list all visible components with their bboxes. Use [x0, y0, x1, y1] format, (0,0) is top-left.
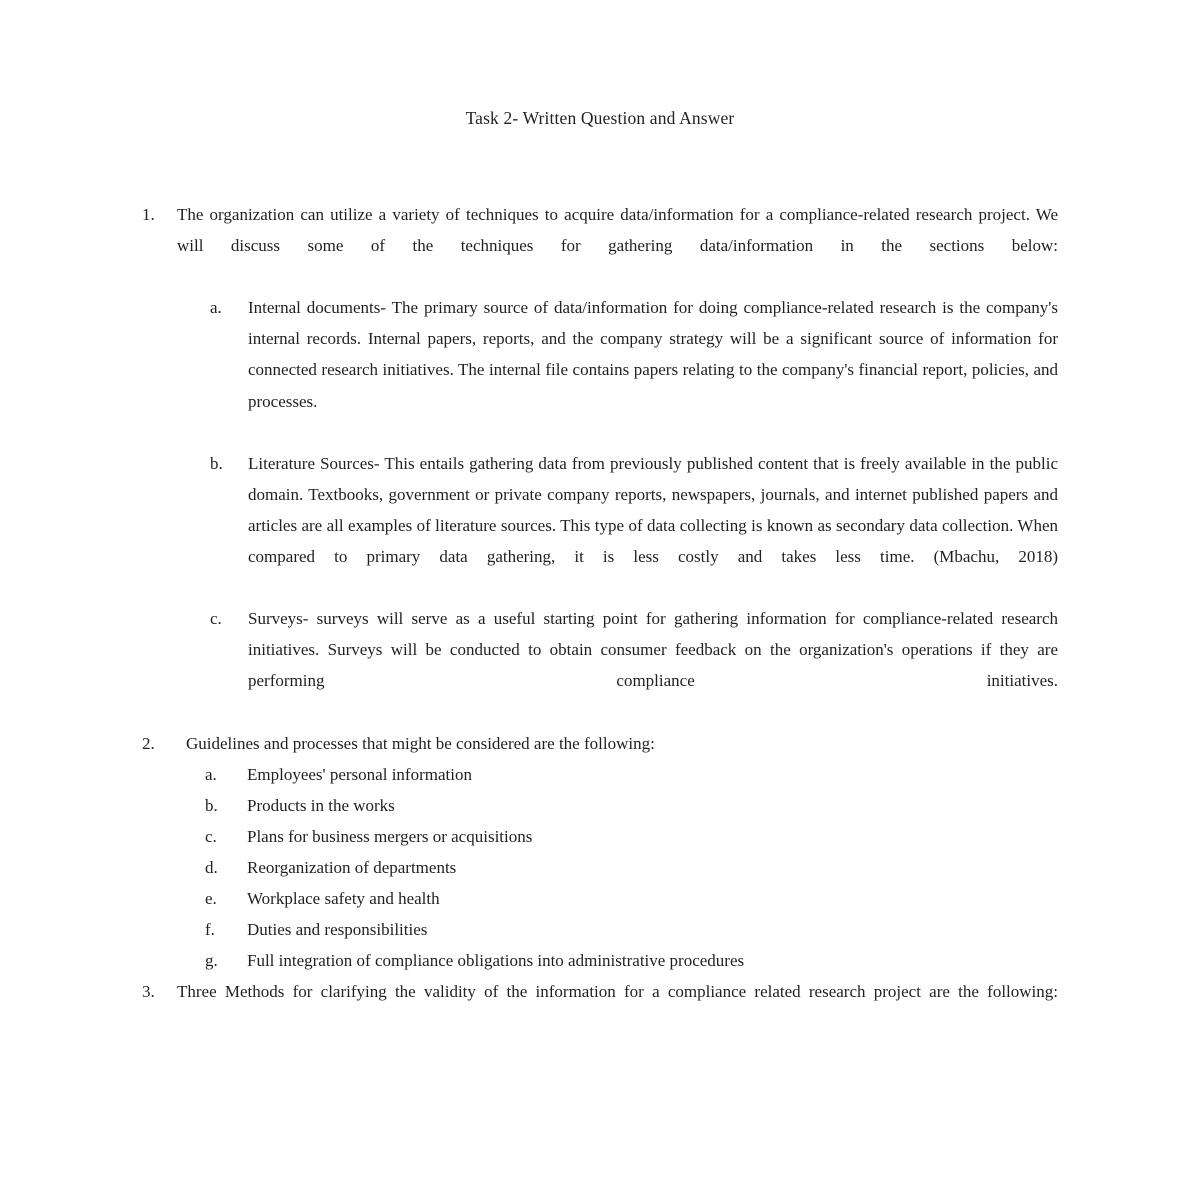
sub-item-text: Workplace safety and health	[247, 889, 440, 909]
list-marker: d.	[205, 857, 218, 877]
sub-item-text: Surveys- surveys will serve as a useful starting point for gathering information for compliance-related research initiatives. Surveys will be conducted to obtain consumer feedback on the organization's operations if they are performing compliance initiatives.	[248, 609, 1058, 691]
lettered-sub-item	[210, 603, 1058, 727]
lettered-sub-item	[205, 945, 1058, 976]
sub-list	[142, 292, 1058, 727]
list-marker: 3.	[142, 982, 155, 1002]
list-marker: a.	[210, 298, 222, 318]
lettered-sub-item	[210, 292, 1058, 447]
sub-item-text: Plans for business mergers or acquisitions	[247, 826, 533, 846]
lettered-sub-item	[205, 883, 1058, 914]
sub-item-text: Duties and responsibilities	[247, 920, 428, 940]
list-marker: c.	[205, 826, 217, 846]
sub-list	[142, 759, 1058, 977]
list-marker: g.	[205, 951, 218, 971]
list-marker: c.	[210, 609, 222, 629]
lettered-sub-item	[205, 790, 1058, 821]
list-marker: b.	[210, 453, 223, 473]
lettered-sub-item	[205, 821, 1058, 852]
list-marker: b.	[205, 795, 218, 815]
numbered-item-text: Three Methods for clarifying the validity of the information for a compliance related research project are the following:	[177, 982, 1058, 1002]
sub-item-text: Internal documents- The primary source of data/information for doing compliance-related research is the company's internal records. Internal papers, reports, and the company strategy will be a significant source of information for connected research initiatives. The internal file contains papers relating to the company's financial report, policies, and processes.	[248, 298, 1058, 411]
numbered-item	[142, 728, 1058, 759]
numbered-item-text: Guidelines and processes that might be considered are the following:	[186, 733, 655, 753]
lettered-sub-item	[205, 759, 1058, 790]
list-marker: e.	[205, 889, 217, 909]
numbered-item	[142, 976, 1058, 1038]
list-marker: f.	[205, 920, 215, 940]
list-marker: 1.	[142, 205, 155, 224]
page-title: Task 2- Written Question and Answer	[465, 108, 735, 128]
lettered-sub-item	[210, 448, 1058, 603]
numbered-item	[142, 199, 1058, 292]
sub-item-text: Employees' personal information	[247, 764, 472, 784]
lettered-sub-item	[205, 852, 1058, 883]
list-marker: 2.	[142, 733, 155, 753]
document-body	[142, 199, 1058, 1039]
sub-item-text: Full integration of compliance obligations into administrative procedures	[247, 951, 745, 971]
lettered-sub-item	[205, 914, 1058, 945]
list-marker: a.	[205, 764, 217, 784]
sub-item-text: Literature Sources- This entails gathering data from previously published content that is freely available in the public domain. Textbooks, government or private company reports, newspapers, journals, and internet published papers and articles are all examples of literature sources. This type of data collecting is known as secondary data collection. When compared to primary data gathering, it is less costly and takes less time. (Mbachu, 2018)	[248, 453, 1058, 567]
numbered-item-text: The organization can utilize a variety of techniques to acquire data/information for a compliance-related research project. We will discuss some of the techniques for gathering data/information in the sections below:	[177, 205, 1058, 256]
sub-item-text: Reorganization of departments	[247, 857, 457, 877]
sub-item-text: Products in the works	[247, 795, 395, 815]
